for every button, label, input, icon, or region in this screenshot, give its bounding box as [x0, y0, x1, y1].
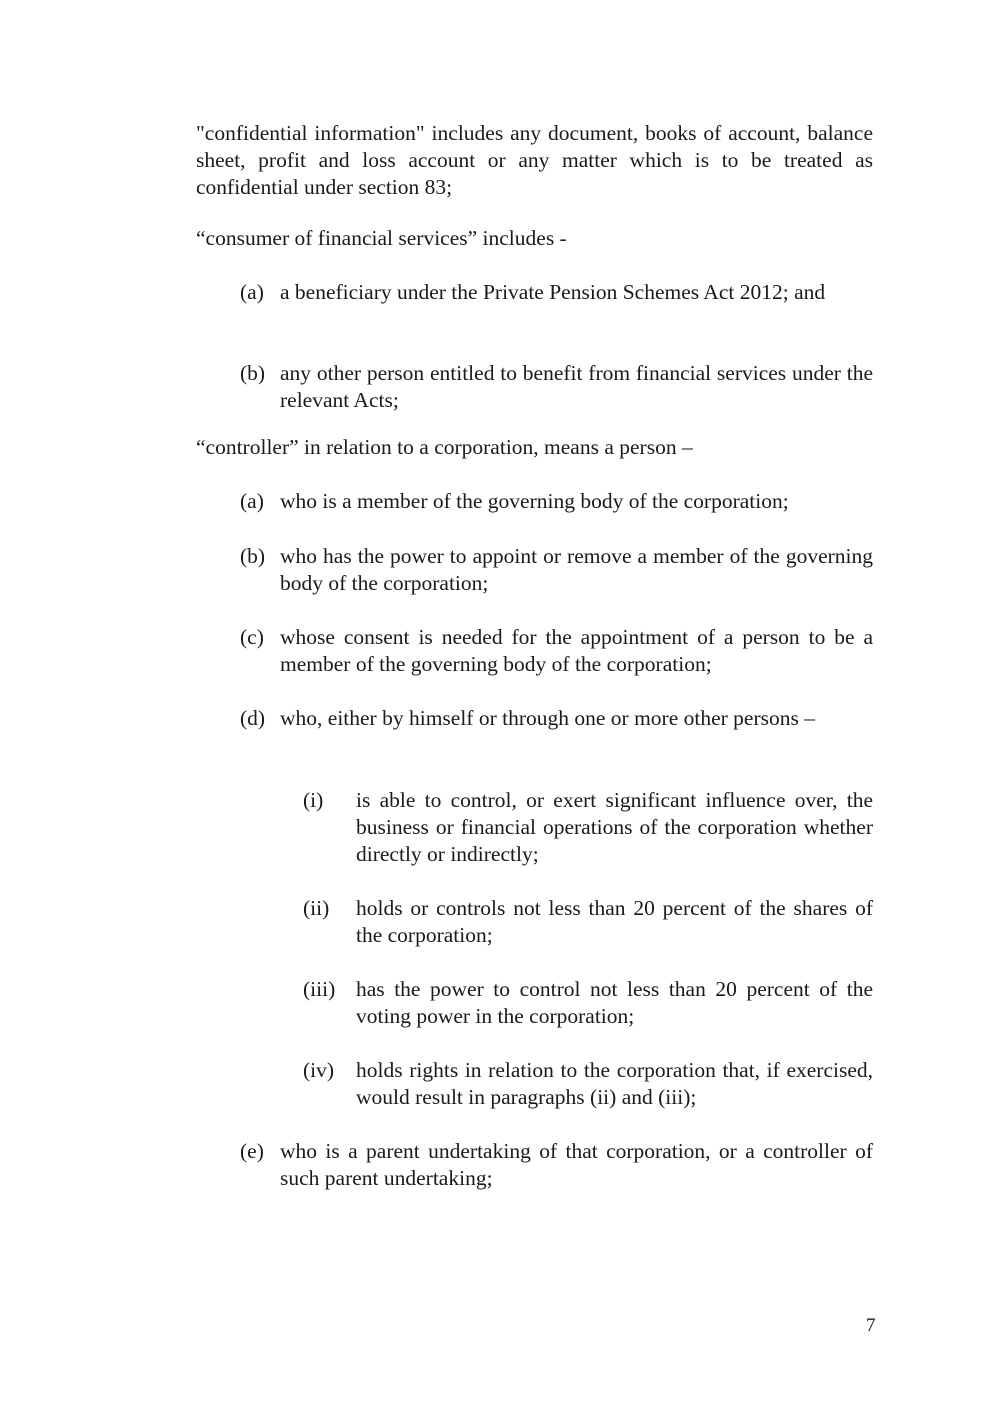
subitem-text: holds rights in relation to the corporation that, if exercised, would result in paragraphs (ii) and (iii);	[356, 1058, 873, 1109]
item-text: who, either by himself or through one or more other persons –	[280, 706, 815, 730]
subitem-text: holds or controls not less than 20 percent of the shares of the corporation;	[356, 896, 873, 947]
item-text: a beneficiary under the Private Pension Schemes Act 2012; and	[280, 280, 826, 304]
item-label: (d)	[240, 706, 266, 730]
item-label: (a)	[240, 489, 264, 513]
item-label: (b)	[240, 361, 266, 385]
subitem-text: has the power to control not less than 20 percent of the voting power in the corporation;	[356, 977, 873, 1028]
item-label: (c)	[240, 625, 264, 649]
item-text: who is a member of the governing body of the corporation;	[280, 489, 789, 513]
subitem-label: (iv)	[303, 1058, 335, 1082]
item-label: (e)	[240, 1139, 264, 1163]
page-number: 7	[866, 1315, 876, 1336]
definition-controller-intro: “controller” in relation to a corporation, means a person –	[196, 435, 693, 459]
item-text: whose consent is needed for the appointment of a person to be a member of the governing body of the corporation;	[280, 625, 873, 676]
item-text: who is a parent undertaking of that corporation, or a controller of such parent undertaking;	[280, 1139, 873, 1190]
definition-consumer-intro: “consumer of financial services” includes -	[196, 226, 567, 250]
item-text: who has the power to appoint or remove a member of the governing body of the corporation;	[280, 544, 873, 595]
subitem-text: is able to control, or exert significant influence over, the business or financial operations of the corporation whether directly or indirectly;	[356, 788, 873, 866]
subitem-label: (iii)	[303, 977, 336, 1001]
subitem-label: (i)	[303, 788, 324, 812]
item-text: any other person entitled to benefit from financial services under the relevant Acts;	[280, 361, 873, 412]
item-label: (a)	[240, 280, 264, 304]
definition-confidential-information: "confidential information" includes any document, books of account, balance sheet, profit and loss account or any matter which is to be treated as confidential under section 83;	[196, 121, 873, 199]
item-label: (b)	[240, 544, 266, 568]
subitem-label: (ii)	[303, 896, 330, 920]
